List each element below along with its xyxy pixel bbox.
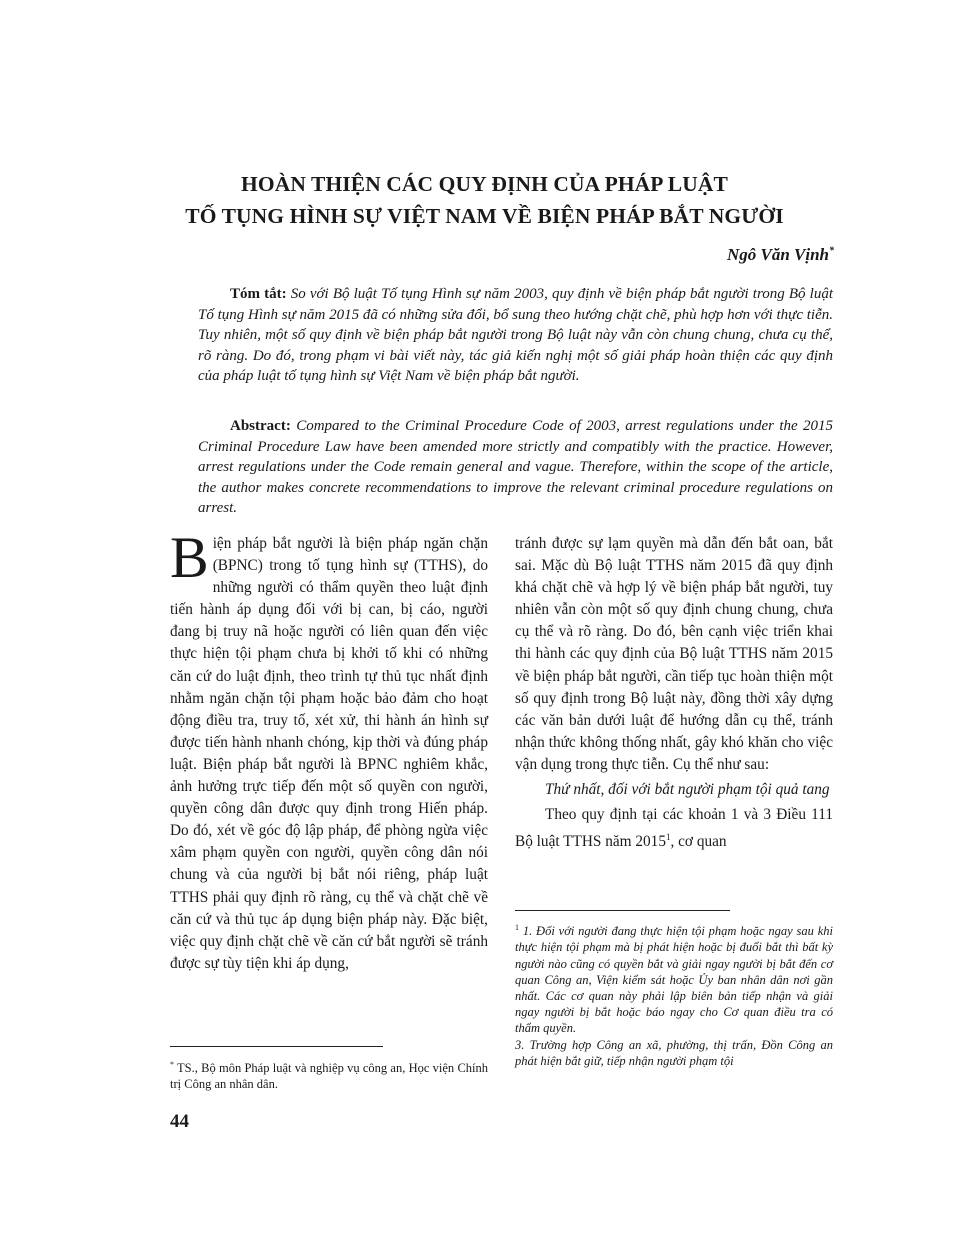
summary-en-text: Compared to the Criminal Procedure Code of 2003, arrest regulations under the 2015 Criminal Procedure Law have been amended more strictly and compatibly with the practice. However, arrest regulations under the Code remain general and vague. Therefore, within the scope of the article, the author makes concrete recommendations to improve the relevant criminal procedure regulations on arrest. — [198, 418, 834, 516]
footnote-1-clause-1: 1. Đối với người đang thực hiện tội phạm hoặc ngay sau khi thực hiện tội phạm mà bị phát hiện hoặc bị đuổi bắt thì bất kỳ người nào cũng có quyền bắt và giải ngay người bị bắt đến cơ quan Công an, Viện kiểm sát hoặc Ủy ban nhân dân nơi gần nhất. Các cơ quan này phải lập biên bản tiếp nhận và giải ngay người bị bắt hoặc báo ngay cho Cơ quan điều tra có thẩm quyền. — [515, 924, 834, 1036]
author-footnote-mark: * — [829, 245, 834, 257]
footnote-1 — [515, 920, 833, 1069]
footnote-1-number: 1 — [515, 923, 519, 932]
body-paragraph-2: Theo quy định tại các khoản 1 và 3 Điều 111 Bộ luật TTHS năm 2015$^1$, cơ quan — [515, 806, 833, 851]
footnote-author-mark: * — [170, 1060, 174, 1069]
summary-english — [198, 416, 833, 519]
body-column-right — [515, 533, 833, 853]
article-title — [0, 168, 969, 232]
drop-cap: B — [170, 525, 209, 590]
title-line-2: TỐ TỤNG HÌNH SỰ VIỆT NAM VỀ BIỆN PHÁP BẮT NGƯỜI — [185, 204, 784, 228]
author-name: Ngô Văn Vịnh* — [726, 245, 834, 264]
body-paragraph-1: Biện pháp bắt người là biện pháp ngăn chặn (BPNC) trong tố tụng hình sự (TTHS), do những người có thẩm quyền theo luật định tiến hành áp dụng đối với bị can, bị cáo, người đang bị truy nã hoặc người có liên quan đến việc thực hiện tội phạm chưa bị khởi tố khi có những căn cứ do luật định, theo trình tự thủ tục nhất định nhằm ngăn chặn tội phạm hoặc bảo đảm cho hoạt động điều tra, truy tố, xét xử, thi hành án hình sự được tiến hành nhanh chóng, kịp thời và đúng pháp luật. Biện pháp bắt người là BPNC nghiêm khắc, ảnh hưởng trực tiếp đến một số quyền con người, quyền công dân được quy định trong Hiến pháp. Do đó, xét về góc độ lập pháp, để phòng ngừa việc xâm phạm quyền con người, quyền công dân nói chung và của người bị bắt nói riêng, pháp luật TTHS phải quy định rõ ràng, cụ thể và chặt chẽ về căn cứ và thủ tục áp dụng biện pháp này. Đặc biệt, việc quy định chặt chẽ về căn cứ bắt người sẽ tránh được sự tùy tiện khi áp dụng, — [170, 525, 488, 972]
summary-vi-text: So với Bộ luật Tố tụng Hình sự năm 2003, quy định về biện pháp bắt người trong Bộ luật Tố tụng Hình sự năm 2015 đã có những sửa đổi, bổ sung theo hướng chặt chẽ, phù hợp hơn với thực tiễn. Tuy nhiên, một số quy định về biện pháp bắt người trong Bộ luật này vẫn còn chung chung, chưa cụ thể, rõ ràng. Do đó, trong phạm vi bài viết này, tác giả kiến nghị một số giải pháp hoàn thiện các quy định của pháp luật tố tụng hình sự Việt Nam về biện pháp bắt người. — [198, 286, 833, 384]
summary-vietnamese — [198, 284, 833, 387]
body-column-left — [170, 525, 488, 975]
section-subheading: Thứ nhất, đối với bắt người phạm tội quả tang — [545, 781, 830, 799]
footnote-1-clause-3: 3. Trường hợp Công an xã, phường, thị trấn, Đồn Công an phát hiện bắt giữ, tiếp nhận người phạm tội — [515, 1037, 833, 1068]
summary-vi-label: Tóm tắt: — [230, 286, 287, 302]
summary-en-label: Abstract: — [230, 418, 291, 434]
page-number: 44 — [170, 1111, 189, 1132]
footnote-author: * TS., Bộ môn Pháp luật và nghiệp vụ công an, Học viện Chính trị Công an nhân dân. — [170, 1060, 489, 1092]
title-line-1: HOÀN THIỆN CÁC QUY ĐỊNH CỦA PHÁP LUẬT — [241, 172, 728, 196]
footnote-ref-1: 1 — [665, 832, 671, 843]
footnote-rule-left — [170, 1046, 383, 1047]
footnote-rule-right — [515, 910, 730, 911]
body-paragraph-1-continued: tránh được sự lạm quyền mà dẫn đến bắt oan, bắt sai. Mặc dù Bộ luật TTHS năm 2015 đã quy định khá chặt chẽ và hợp lý về biện pháp bắt người, tuy nhiên vẫn còn một số quy định chung chung, chưa cụ thể và rõ ràng. Do đó, bên cạnh việc triển khai thi hành các quy định của Bộ luật TTHS năm 2015 về biện pháp bắt người, cần tiếp tục hoàn thiện một số quy định trong Bộ luật này, đồng thời xây dựng các văn bản dưới luật để hướng dẫn cụ thể, tránh nhận thức không thống nhất, gây khó khăn cho việc vận dụng trong thực tiễn. Cụ thể như sau: — [515, 535, 833, 773]
